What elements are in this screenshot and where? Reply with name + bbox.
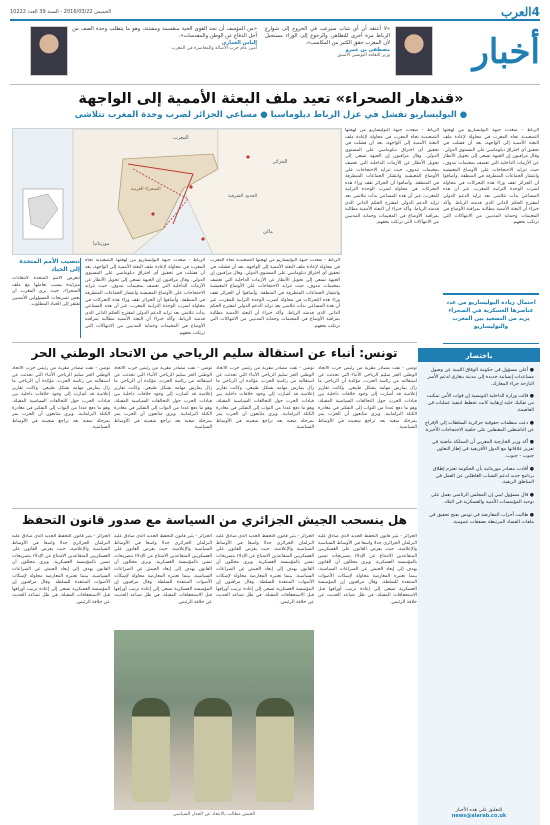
map-label: المغرب [173, 135, 189, 141]
quote-block-1 [265, 26, 390, 58]
brand-logo: العرب [500, 5, 532, 19]
article-column: الرباط - صعدت جبهة البوليساريو من لهجتها التصعيدية تجاه المغرب في محاولة لإعادة ملف البعثة الأممية إلى الواجهة، بعد أن فشلت في تحقيق أي اختراق دبلوماسي على المستوى الدولي. وقال مراقبون إن الجبهة تسعى إلى تحويل الأنظار عن الأزمات الداخلية التي تعصف بمخيمات تندوف، حيث تتزايد الاحتجاجات على الأوضاع المعيشية وانتشار الجماعات المتطرفة في المنطقة. وأضافوا أن الجزائر تقف وراء هذه التحركات في محاولة لضرب الوحدة الترابية للمغرب، غير أن هذه المساعي بدأت تتلاشى بعد تزايد الدعم الدولي لمقترح الحكم الذاتي الذي قدمته الرباط. وأكد خبراء أن البعثة الأممية مطالبة بمراقبة الأوضاع في المخيمات وحماية المدنيين من الانتهاكات التي ترتكب بحقهم. [443, 128, 539, 226]
divider [12, 342, 417, 343]
article-column: تونس - نفت مصادر مقربة من رئيس حزب الاتحاد الوطني الحر سليم الرياحي الأنباء التي تحدثت عن استقالته من رئاسة الحزب، مؤكدة أن الرياحي ما زال يمارس مهامه بشكل طبيعي. وكانت تقارير إعلامية قد أشارت إلى وجود خلافات داخلية بين قيادات الحزب حول التحالفات السياسية المقبلة، وهو ما دفع عددا من النواب إلى التفكير في مغادرة الكتلة البرلمانية. ويرى متابعون أن الحزب يمر بمرحلة صعبة بعد تراجع شعبيته في الأوساط السياسية. [216, 366, 314, 431]
sidebar-footer [424, 808, 534, 819]
avatar [395, 26, 433, 76]
quote-block-2 [72, 26, 257, 51]
side-box [12, 258, 81, 338]
algeria-headline: هل ينسحب الجيش الجزائري من السياسة مع صدور قانون التحفظ [22, 513, 407, 527]
quote-role: وزير الثقافة التونسي الأسبق [337, 53, 390, 58]
map-label: الحدود الشرقية [228, 194, 258, 199]
quote-text: «من المؤسف أن نجد القوى الحية منقسمة ومشتتة، وهو ما يتطلب وحدة الصف من أجل الدفاع عن الوطن والمقدسات». [72, 26, 257, 39]
article-column: تونس - نفت مصادر مقربة من رئيس حزب الاتحاد الوطني الحر سليم الرياحي الأنباء التي تحدثت عن استقالته من رئاسة الحزب، مؤكدة أن الرياحي ما زال يمارس مهامه بشكل طبيعي. وكانت تقارير إعلامية قد أشارت إلى وجود خلافات داخلية بين قيادات الحزب حول التحالفات السياسية المقبلة، وهو ما دفع عددا من النواب إلى التفكير في مغادرة الكتلة البرلمانية. ويرى متابعون أن الحزب يمر بمرحلة صعبة بعد تراجع شعبيته في الأوساط السياسية. [114, 366, 212, 431]
article-column: الرباط - صعدت جبهة البوليساريو من لهجتها التصعيدية تجاه المغرب في محاولة لإعادة ملف البعثة الأممية إلى الواجهة، بعد أن فشلت في تحقيق أي اختراق دبلوماسي على المستوى الدولي. وقال مراقبون إن الجبهة تسعى إلى تحويل الأنظار عن الأزمات الداخلية التي تعصف بمخيمات تندوف، حيث تتزايد الاحتجاجات على الأوضاع المعيشية وانتشار الجماعات المتطرفة في المنطقة. وأضافوا أن الجزائر تقف وراء هذه التحركات في محاولة لضرب الوحدة الترابية للمغرب، غير أن هذه المساعي بدأت تتلاشى بعد تزايد الدعم الدولي لمقترح الحكم الذاتي الذي قدمته الرباط. وأكد خبراء أن البعثة الأممية مطالبة بمراقبة الأوضاع في المخيمات وحماية المدنيين من الانتهاكات التي ترتكب بحقهم. [85, 258, 205, 336]
sidebar-footer-label: للتعليق على هذه الأخبار [455, 808, 503, 813]
top-bar [10, 5, 540, 21]
article-column: الجزائر - يثير قانون التحفظ الجديد الذي صادق عليه البرلمان الجزائري جدلا واسعا في الأوساط السياسية والإعلامية، حيث يفرض القانون على العسكريين المتقاعدين الامتناع عن الإدلاء بتصريحات تمس بالمؤسسة العسكرية. ويرى محللون أن القانون يهدف إلى إبعاد الجيش عن الصراعات السياسية، بينما تعتبره المعارضة محاولة لإسكات الأصوات المنتقدة للسلطة. وقال مراقبون إن المؤسسة العسكرية تسعى إلى إعادة ترتيب أوراقها قبل الاستحقاقات المقبلة، في ظل تصاعد الحديث عن خلافة الرئيس. [12, 534, 110, 605]
side-box-text: تتعرض الأمم المتحدة لانتقادات متزايدة بسبب تعاملها مع ملف الصحراء، حيث يرى المغرب أن بعض تصريحات المسؤولين الأمميين تفتقر إلى الحياد المطلوب. [12, 276, 80, 308]
map-image [12, 128, 342, 255]
sidebar-title: باختصار [418, 350, 540, 362]
contact-email[interactable]: news@alarab.co.uk [451, 813, 507, 819]
list-item: ● قالت وزارة الداخلية التونسية إن قوات الأمن تمكنت من تفكيك خلية إرهابية كانت تخطط لتنفيذ عمليات في العاصمة. [426, 394, 534, 413]
photo-figure [194, 698, 232, 802]
main-headline: «قندهار الصحراء» تعيد ملف البعثة الأممية إلى الواجهة [78, 91, 464, 107]
main-subheadline: ● البوليساريو تفشل في عزل الرباط دبلوماسيا ● مساعي الجزائر لضرب وحدة المغرب تتلاشى [74, 110, 468, 120]
quote-name: إلياس العماري [221, 40, 257, 46]
list-item: ● أكد وزير الخارجية المغربي أن المملكة ماضية في تعزيز علاقاتها مع الدول الأفريقية في إطار التعاون جنوب - جنوب. [431, 440, 534, 459]
sidebar-list [418, 362, 540, 526]
list-item: ● أعلن مسؤول في حكومة الوفاق الليبية عن وصول مساعدات إنسانية جديدة إلى مدينة بنغازي لدعم الأسر النازحة جراء المعارك. [427, 368, 534, 387]
list-item: ● قال مسؤول ليبي إن المجلس الرئاسي يعمل على توحيد المؤسسات الأمنية والعسكرية في البلاد. [430, 493, 534, 505]
highlight-box [443, 293, 539, 344]
divider [10, 84, 540, 85]
soldiers-photo [114, 630, 314, 810]
side-box-title: تنصيب الأمم المتحدة إلى الحياد [19, 258, 80, 273]
article-column: الجزائر - يثير قانون التحفظ الجديد الذي صادق عليه البرلمان الجزائري جدلا واسعا في الأوساط السياسية والإعلامية، حيث يفرض القانون على العسكريين المتقاعدين الامتناع عن الإدلاء بتصريحات تمس بالمؤسسة العسكرية. ويرى محللون أن القانون يهدف إلى إبعاد الجيش عن الصراعات السياسية، بينما تعتبره المعارضة محاولة لإسكات الأصوات المنتقدة للسلطة. وقال مراقبون إن المؤسسة العسكرية تسعى إلى إعادة ترتيب أوراقها قبل الاستحقاقات المقبلة، في ظل تصاعد الحديث عن خلافة الرئيس. [216, 534, 314, 605]
photo-caption: الجيش مطالب بالابتعاد عن الجدل السياسي [172, 812, 256, 817]
photo-figure [256, 698, 294, 802]
article-column: الرباط - صعدت جبهة البوليساريو من لهجتها التصعيدية تجاه المغرب في محاولة لإعادة ملف البعثة الأممية إلى الواجهة، بعد أن فشلت في تحقيق أي اختراق دبلوماسي على المستوى الدولي. وقال مراقبون إن الجبهة تسعى إلى تحويل الأنظار عن الأزمات الداخلية التي تعصف بمخيمات تندوف، حيث تتزايد الاحتجاجات على الأوضاع المعيشية وانتشار الجماعات المتطرفة في المنطقة. وأضافوا أن الجزائر تقف وراء هذه التحركات في محاولة لضرب الوحدة الترابية للمغرب، غير أن هذه المساعي بدأت تتلاشى بعد تزايد الدعم الدولي لمقترح الحكم الذاتي الذي قدمته الرباط. وأكد خبراء أن البعثة الأممية مطالبة بمراقبة الأوضاع في المخيمات وحماية المدنيين من الانتهاكات التي ترتكب بحقهم. [210, 258, 340, 329]
quote-role: أمين عام حزب الأصالة والمعاصرة في المغرب [171, 46, 257, 51]
list-item: ● طالبت أحزاب المعارضة في تونس بفتح تحقيق في ملفات الفساد المرتبطة بصفقات عمومية. [429, 512, 534, 525]
highlight-text: احتمال زيادة البوليساريو من عدد عناصرها العسكرية في الصحراء يزيد من التصعيد بين المغرب والبوليساريو [446, 300, 536, 330]
article-column: الجزائر - يثير قانون التحفظ الجديد الذي صادق عليه البرلمان الجزائري جدلا واسعا في الأوساط السياسية والإعلامية، حيث يفرض القانون على العسكريين المتقاعدين الامتناع عن الإدلاء بتصريحات تمس بالمؤسسة العسكرية. ويرى محللون أن القانون يهدف إلى إبعاد الجيش عن الصراعات السياسية، بينما تعتبره المعارضة محاولة لإسكات الأصوات المنتقدة للسلطة. وقال مراقبون إن المؤسسة العسكرية تسعى إلى إعادة ترتيب أوراقها قبل الاستحقاقات المقبلة، في ظل تصاعد الحديث عن خلافة الرئيس. [318, 534, 417, 605]
photo-figure [132, 698, 170, 802]
news-brief-sidebar [418, 348, 540, 825]
avatar [30, 26, 68, 76]
quote-text: «لا أعتقد أن أي شاب سيرغب في الخروج إلى شوارع الرباط مرة أخرى للتظاهر، والرجوع إلى الوراء مستحيل لأن المغرب حقق الكثير من المكاسب». [265, 26, 390, 46]
page-number: 4 [531, 5, 540, 19]
map-label: مالي [263, 229, 273, 235]
map-label: الصحراء الغربية [131, 187, 161, 192]
list-item: ● دعت منظمات حقوقية جزائرية السلطات إلى الإفراج عن الناشطين المعتقلين على خلفية الاحتجاجات الأخيرة. [424, 420, 534, 433]
map-label: موريتانيا [93, 241, 110, 247]
section-label: أخبار [472, 32, 540, 72]
list-item: ● أفادت مصادر موريتانية بأن الحكومة تعتزم إطلاق برنامج جديد لدعم الشباب العاطلين عن العمل في المناطق الريفية. [432, 466, 534, 486]
article-column: تونس - نفت مصادر مقربة من رئيس حزب الاتحاد الوطني الحر سليم الرياحي الأنباء التي تحدثت عن استقالته من رئاسة الحزب، مؤكدة أن الرياحي ما زال يمارس مهامه بشكل طبيعي. وكانت تقارير إعلامية قد أشارت إلى وجود خلافات داخلية بين قيادات الحزب حول التحالفات السياسية المقبلة، وهو ما دفع عددا من النواب إلى التفكير في مغادرة الكتلة البرلمانية. ويرى متابعون أن الحزب يمر بمرحلة صعبة بعد تراجع شعبيته في الأوساط السياسية. [318, 366, 417, 431]
tunisia-headline: تونس: أنباء عن استقالة سليم الرياحي من الاتحاد الوطني الحر [31, 346, 398, 360]
region-map [13, 129, 341, 254]
article-column: تونس - نفت مصادر مقربة من رئيس حزب الاتحاد الوطني الحر سليم الرياحي الأنباء التي تحدثت عن استقالته من رئاسة الحزب، مؤكدة أن الرياحي ما زال يمارس مهامه بشكل طبيعي. وكانت تقارير إعلامية قد أشارت إلى وجود خلافات داخلية بين قيادات الحزب حول التحالفات السياسية المقبلة، وهو ما دفع عددا من النواب إلى التفكير في مغادرة الكتلة البرلمانية. ويرى متابعون أن الحزب يمر بمرحلة صعبة بعد تراجع شعبيته في الأوساط السياسية. [12, 366, 110, 431]
article-column: الجزائر - يثير قانون التحفظ الجديد الذي صادق عليه البرلمان الجزائري جدلا واسعا في الأوساط السياسية والإعلامية، حيث يفرض القانون على العسكريين المتقاعدين الامتناع عن الإدلاء بتصريحات تمس بالمؤسسة العسكرية. ويرى محللون أن القانون يهدف إلى إبعاد الجيش عن الصراعات السياسية، بينما تعتبره المعارضة محاولة لإسكات الأصوات المنتقدة للسلطة. وقال مراقبون إن المؤسسة العسكرية تسعى إلى إعادة ترتيب أوراقها قبل الاستحقاقات المقبلة، في ظل تصاعد الحديث عن خلافة الرئيس. [114, 534, 212, 605]
article-column: الرباط - صعدت جبهة البوليساريو من لهجتها التصعيدية تجاه المغرب في محاولة لإعادة ملف البعثة الأممية إلى الواجهة، بعد أن فشلت في تحقيق أي اختراق دبلوماسي على المستوى الدولي. وقال مراقبون إن الجبهة تسعى إلى تحويل الأنظار عن الأزمات الداخلية التي تعصف بمخيمات تندوف، حيث تتزايد الاحتجاجات على الأوضاع المعيشية وانتشار الجماعات المتطرفة في المنطقة. وأضافوا أن الجزائر تقف وراء هذه التحركات في محاولة لضرب الوحدة الترابية للمغرب، غير أن هذه المساعي بدأت تتلاشى بعد تزايد الدعم الدولي لمقترح الحكم الذاتي الذي قدمته الرباط. وأكد خبراء أن البعثة الأممية مطالبة بمراقبة الأوضاع في المخيمات وحماية المدنيين من الانتهاكات التي ترتكب بحقهم. [345, 128, 439, 226]
issue-date: الخميس 2016/03/22 - السنة 39 العدد 10222 [10, 9, 112, 15]
quote-name: مصطفى بن عمرو [345, 47, 390, 53]
map-label: الجزائر [273, 159, 288, 165]
divider [12, 508, 417, 509]
